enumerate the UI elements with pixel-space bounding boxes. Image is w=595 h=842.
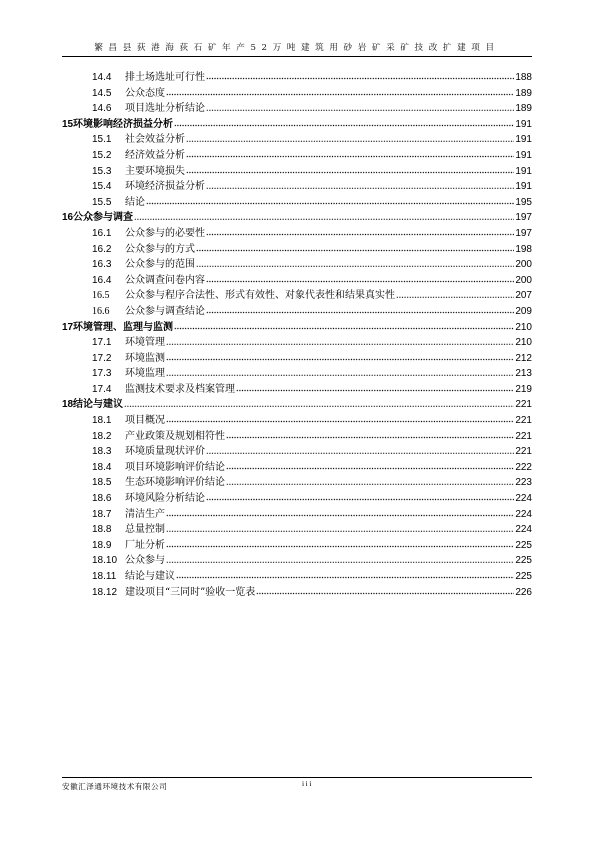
toc-dot-leader (206, 180, 514, 189)
toc-entry-number: 16.2 (92, 243, 112, 255)
toc-entry-number: 15.1 (92, 134, 112, 146)
toc-entry-title: 项目概况 (125, 415, 165, 427)
toc-entry-number: 14.6 (92, 103, 112, 115)
toc-entry-title: 环境管理、监理与监测 (73, 321, 173, 333)
toc-entry-number: 18.7 (92, 508, 112, 520)
footer-rule (62, 777, 532, 778)
toc-dot-leader (396, 289, 514, 298)
toc-dot-leader (134, 211, 514, 220)
toc-entry-page: 210 (515, 337, 532, 349)
toc-section-entry[interactable] (62, 86, 532, 102)
toc-entry-number: 17 (62, 321, 74, 333)
toc-entry-page: 191 (515, 118, 532, 130)
toc-entry-page: 191 (515, 165, 532, 177)
document-header: 繁昌县荻港海荻石矿年产52万吨建筑用砂岩矿采矿技改扩建项目 (94, 43, 500, 53)
toc-entry-page: 221 (515, 446, 532, 458)
toc-entry-title: 环境质量现状评价 (125, 446, 205, 458)
toc-entry-title: 环境管理 (125, 337, 165, 349)
toc-section-entry[interactable] (62, 491, 532, 507)
toc-section-entry[interactable] (62, 179, 532, 195)
header-rule (62, 56, 532, 57)
toc-section-entry[interactable] (62, 273, 532, 289)
toc-section-entry[interactable] (62, 242, 532, 258)
toc-entry-page: 200 (515, 259, 532, 271)
toc-entry-title: 公众参与 (125, 555, 165, 567)
toc-entry-page: 191 (515, 134, 532, 146)
toc-dot-leader (166, 523, 514, 532)
toc-dot-leader (146, 196, 514, 205)
toc-entry-page: 225 (515, 571, 532, 582)
toc-entry-number: 15.3 (92, 165, 112, 177)
toc-entry-title: 结论与建议 (125, 571, 175, 582)
toc-entry-number: 18.11 (92, 571, 117, 582)
toc-entry-page: 195 (515, 196, 532, 208)
toc-entry-title: 项目环境影响评价结论 (125, 461, 225, 473)
toc-entry-page: 197 (515, 227, 532, 239)
toc-section-entry[interactable] (62, 304, 532, 320)
toc-entry-number: 16.6 (92, 305, 110, 317)
toc-entry-page: 226 (515, 586, 532, 598)
toc-section-entry[interactable] (62, 382, 532, 398)
toc-entry-number: 17.4 (92, 383, 112, 395)
toc-entry-number: 16.5 (92, 290, 110, 302)
toc-section-entry[interactable] (62, 366, 532, 382)
toc-entry-page: 198 (515, 243, 532, 255)
toc-dot-leader (176, 570, 514, 579)
toc-section-entry[interactable] (62, 257, 532, 273)
toc-entry-number: 16.1 (92, 227, 112, 239)
toc-chapter-entry[interactable] (62, 397, 532, 413)
toc-entry-page: 224 (515, 524, 532, 536)
toc-section-entry[interactable] (62, 460, 532, 476)
toc-section-entry[interactable] (62, 538, 532, 554)
toc-entry-title: 公众参与的必要性 (125, 227, 205, 239)
toc-entry-number: 18 (62, 399, 74, 411)
toc-entry-page: 189 (515, 103, 532, 115)
toc-entry-title: 经济效益分析 (125, 149, 185, 161)
toc-entry-page: 191 (515, 149, 532, 161)
toc-entry-number: 16 (62, 212, 74, 224)
toc-entry-title: 生态环境影响评价结论 (125, 477, 225, 489)
toc-entry-page: 223 (515, 477, 532, 489)
toc-dot-leader (206, 274, 514, 283)
toc-entry-title: 项目选址分析结论 (125, 103, 205, 115)
toc-entry-number: 16.3 (92, 259, 112, 271)
toc-entry-title: 产业政策及规划相符性 (125, 430, 225, 442)
toc-dot-leader (206, 102, 514, 111)
toc-entry-number: 18.1 (92, 415, 112, 427)
toc-entry-title: 公众调查问卷内容 (125, 274, 205, 286)
toc-entry-page: 221 (515, 399, 532, 411)
toc-entry-page: 221 (515, 415, 532, 427)
footer-company: 安徽汇泽通环境技术有限公司 (62, 782, 168, 791)
toc-entry-title: 公众参与的范围 (125, 259, 195, 271)
toc-section-entry[interactable] (62, 226, 532, 242)
toc-entry-title: 结论与建议 (73, 399, 123, 411)
toc-entry-title: 公众参与调查结论 (125, 305, 205, 317)
toc-dot-leader (226, 476, 514, 485)
toc-dot-leader (166, 508, 514, 517)
toc-dot-leader (206, 71, 514, 80)
toc-section-entry[interactable] (62, 132, 532, 148)
toc-entry-title: 公众参与程序合法性、形式有效性、对象代表性和结果真实性 (125, 290, 395, 302)
toc-entry-page: 213 (515, 368, 532, 380)
toc-dot-leader (166, 414, 514, 423)
toc-entry-number: 17.1 (92, 337, 112, 349)
toc-entry-number: 18.9 (92, 539, 112, 551)
toc-entry-number: 17.2 (92, 352, 112, 364)
toc-entry-page: 197 (515, 212, 532, 224)
toc-entry-title: 环境风险分析结论 (125, 493, 205, 505)
toc-entry-title: 公众参与调查 (73, 212, 133, 224)
toc-entry-title: 社会效益分析 (125, 134, 185, 146)
toc-entry-number: 14.4 (92, 72, 112, 83)
toc-dot-leader (166, 336, 514, 345)
toc-entry-title: 建设项目“三同时”验收一览表 (125, 586, 256, 598)
toc-section-entry[interactable] (62, 569, 532, 585)
toc-entry-title: 结论 (125, 196, 145, 208)
toc-dot-leader (186, 149, 514, 158)
toc-dot-leader (166, 554, 514, 563)
toc-entry-number: 18.6 (92, 493, 112, 505)
toc-chapter-entry[interactable] (62, 117, 532, 133)
toc-section-entry[interactable] (62, 429, 532, 445)
toc-section-entry[interactable] (62, 444, 532, 460)
toc-dot-leader (174, 118, 514, 127)
toc-dot-leader (236, 383, 514, 392)
toc-section-entry[interactable] (62, 553, 532, 569)
toc-entry-page: 188 (515, 72, 532, 83)
toc-entry-title: 环境监理 (125, 368, 165, 380)
toc-dot-leader (226, 430, 514, 439)
toc-entry-page: 219 (515, 383, 532, 395)
toc-entry-number: 18.8 (92, 524, 112, 536)
toc-entry-number: 18.3 (92, 446, 112, 458)
toc-dot-leader (256, 586, 514, 595)
toc-entry-number: 18.4 (92, 461, 112, 473)
toc-entry-title: 厂址分析 (125, 539, 165, 551)
toc-dot-leader (206, 227, 514, 236)
toc-section-entry[interactable] (62, 507, 532, 523)
toc-entry-page: 207 (515, 290, 532, 302)
toc-entry-title: 主要环境损失 (125, 165, 185, 177)
toc-section-entry[interactable] (62, 413, 532, 429)
toc-dot-leader (166, 367, 514, 376)
toc-entry-number: 18.2 (92, 430, 112, 442)
toc-entry-page: 212 (515, 352, 532, 364)
toc-entry-page: 189 (515, 87, 532, 99)
toc-section-entry[interactable] (62, 585, 532, 601)
toc-section-entry[interactable] (62, 148, 532, 164)
toc-entry-page: 200 (515, 274, 532, 286)
toc-dot-leader (206, 492, 514, 501)
toc-entry-number: 17.3 (92, 368, 112, 380)
toc-dot-leader (226, 461, 514, 470)
footer-page-number: iii (302, 779, 313, 788)
toc-entry-title: 环境监测 (125, 352, 165, 364)
toc-section-entry[interactable] (62, 475, 532, 491)
toc-entry-title: 公众态度 (125, 87, 165, 99)
toc-entry-number: 15.2 (92, 149, 112, 161)
toc-entry-title: 环境经济损益分析 (125, 181, 205, 193)
toc-dot-leader (166, 352, 514, 361)
toc-dot-leader (206, 445, 514, 454)
toc-dot-leader (186, 165, 514, 174)
toc-dot-leader (166, 539, 514, 548)
toc-entry-title: 排土场选址可行性 (125, 72, 205, 83)
toc-chapter-entry[interactable] (62, 210, 532, 226)
toc-section-entry[interactable] (62, 70, 532, 86)
toc-entry-number: 16.4 (92, 274, 112, 286)
toc-entry-page: 224 (515, 493, 532, 505)
toc-entry-title: 公众参与的方式 (125, 243, 195, 255)
toc-entry-title: 清洁生产 (125, 508, 165, 520)
toc-entry-page: 225 (515, 539, 532, 551)
toc-dot-leader (166, 87, 514, 96)
toc-entry-title: 总量控制 (125, 524, 165, 536)
toc-entry-page: 221 (515, 430, 532, 442)
toc-entry-number: 18.10 (92, 555, 118, 567)
toc-dot-leader (206, 305, 514, 314)
toc-section-entry[interactable] (62, 288, 532, 304)
toc-section-entry[interactable] (62, 164, 532, 180)
toc-entry-title: 监测技术要求及档案管理 (125, 383, 235, 395)
toc-entry-number: 18.5 (92, 477, 112, 489)
toc-entry-page: 191 (515, 181, 532, 193)
toc-entry-page: 224 (515, 508, 532, 520)
toc-dot-leader (186, 133, 514, 142)
toc-entry-page: 222 (515, 461, 532, 473)
toc-entry-title: 环境影响经济损益分析 (73, 118, 173, 130)
table-of-contents (62, 70, 532, 600)
toc-entry-page: 225 (515, 555, 532, 567)
toc-section-entry[interactable] (62, 101, 532, 117)
toc-entry-number: 15 (62, 118, 74, 130)
toc-dot-leader (196, 243, 514, 252)
toc-entry-number: 15.5 (92, 196, 112, 208)
toc-entry-number: 15.4 (92, 181, 112, 193)
toc-section-entry[interactable] (62, 351, 532, 367)
toc-entry-page: 210 (515, 321, 532, 333)
toc-entry-page: 209 (515, 305, 532, 317)
toc-section-entry[interactable] (62, 195, 532, 211)
toc-dot-leader (124, 398, 514, 407)
toc-chapter-entry[interactable] (62, 320, 532, 336)
toc-section-entry[interactable] (62, 335, 532, 351)
toc-entry-number: 18.12 (92, 586, 118, 598)
toc-entry-number: 14.5 (92, 87, 112, 99)
toc-dot-leader (174, 321, 514, 330)
toc-section-entry[interactable] (62, 522, 532, 538)
toc-dot-leader (196, 258, 514, 267)
